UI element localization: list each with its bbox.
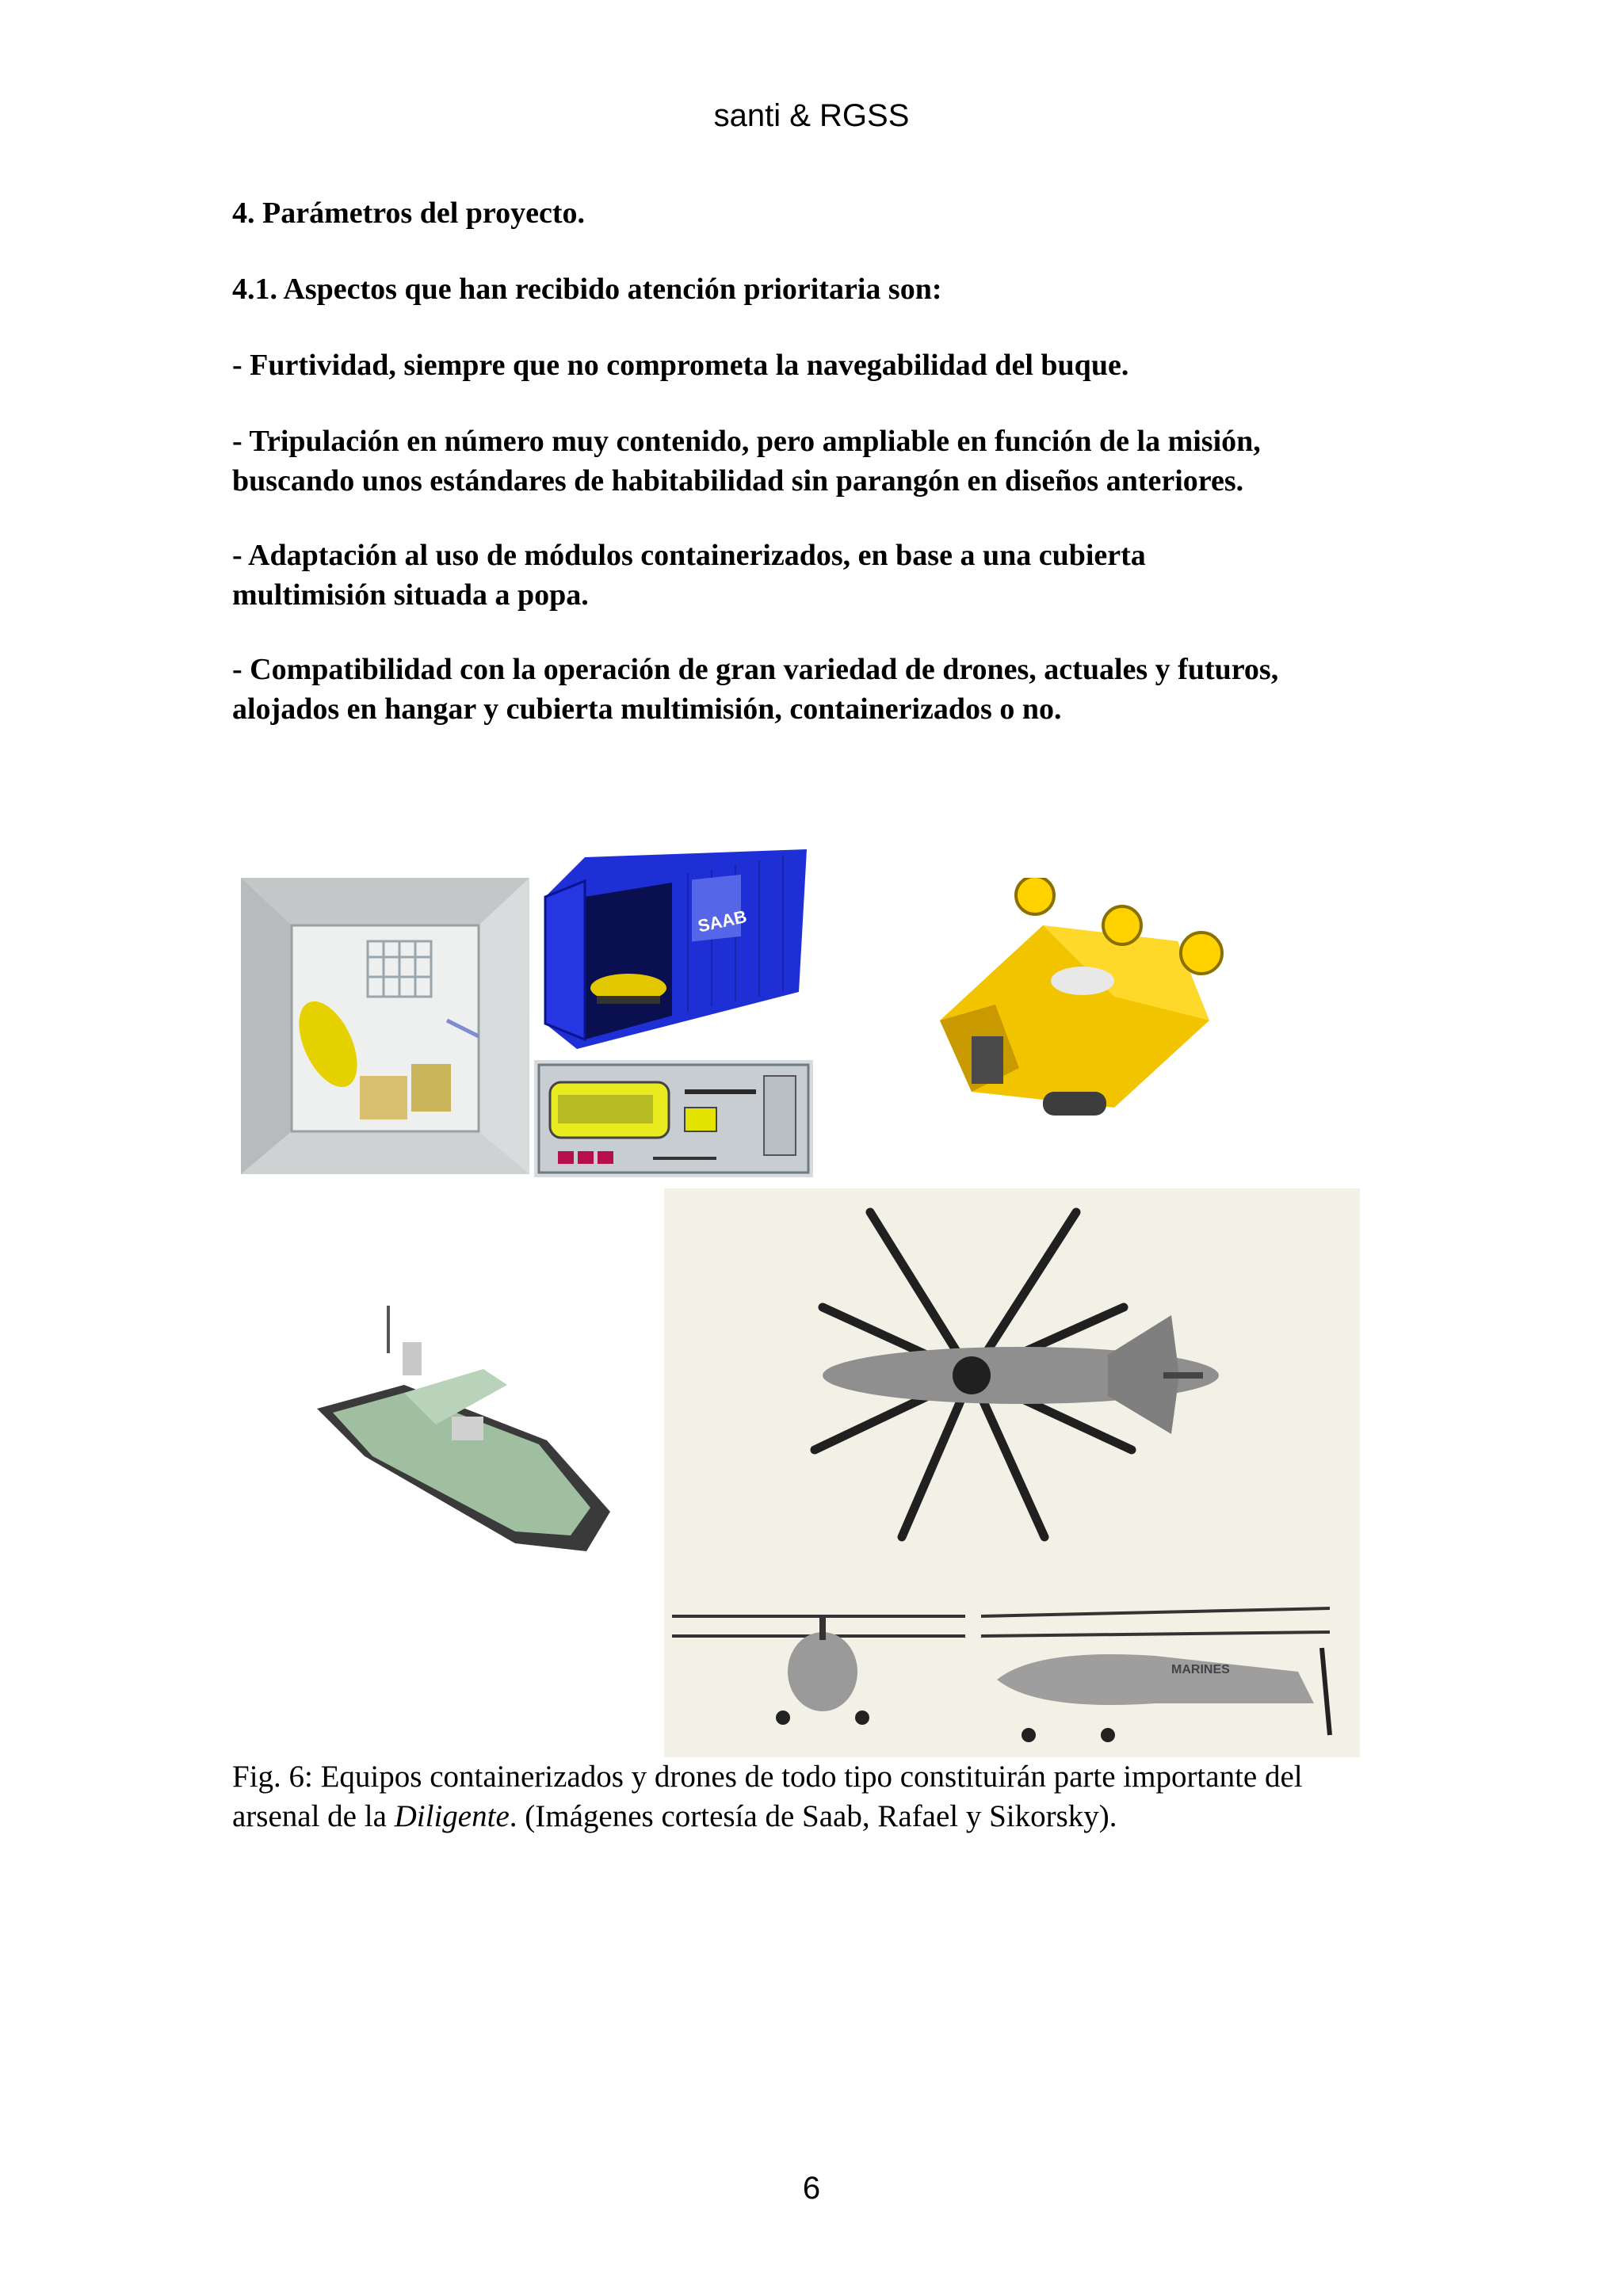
container-plan-drawing [534, 1060, 813, 1177]
yellow-underwater-drone-photo [924, 878, 1233, 1141]
container-brand-label: SAAB [696, 906, 749, 936]
saab-container-photo [529, 841, 824, 1055]
unmanned-boat-photo [309, 1298, 617, 1559]
list-item-line: alojados en hangar y cubierta multimisión, containerizados o no. [232, 692, 1062, 726]
list-item-line: - Furtividad, siempre que no comprometa la navegabilidad del buque. [232, 349, 1129, 382]
helicopter-marking: MARINES [1171, 1663, 1230, 1676]
page-header: santi & RGSS [713, 98, 910, 133]
list-item-compatibilidad [232, 650, 1405, 729]
caption-text: arsenal de la [232, 1799, 395, 1833]
list-item-furtividad [232, 345, 1405, 385]
section-subheading: 4.1. Aspectos que han recibido atención prioritaria son: [232, 273, 942, 306]
container-interior-photo [241, 878, 529, 1174]
list-item-line: - Compatibilidad con la operación de gran variedad de drones, actuales y futuros, [232, 653, 1279, 686]
list-item-line: - Adaptación al uso de módulos containerizados, en base a una cubierta [232, 539, 1146, 572]
list-item-line: buscando unos estándares de habitabilidad sin parangón en diseños anteriores. [232, 464, 1244, 498]
caption-text: Fig. 6: Equipos containerizados y drones de todo tipo constituirán parte importante del [232, 1760, 1303, 1794]
list-item-line: - Tripulación en número muy contenido, pero ampliable en función de la misión, [232, 425, 1261, 458]
sikorsky-helicopter-three-view [664, 1188, 1360, 1757]
list-item-line: multimisión situada a popa. [232, 578, 589, 612]
list-item-tripulacion [232, 421, 1405, 501]
caption-text: . (Imágenes cortesía de Saab, Rafael y Sikorsky). [509, 1799, 1117, 1833]
caption-ship-name: Diligente [394, 1799, 510, 1833]
section-heading: 4. Parámetros del proyecto. [232, 196, 585, 230]
figure-caption [232, 1757, 1421, 1836]
list-item-adaptacion [232, 536, 1405, 615]
page-number: 6 [802, 2171, 821, 2206]
